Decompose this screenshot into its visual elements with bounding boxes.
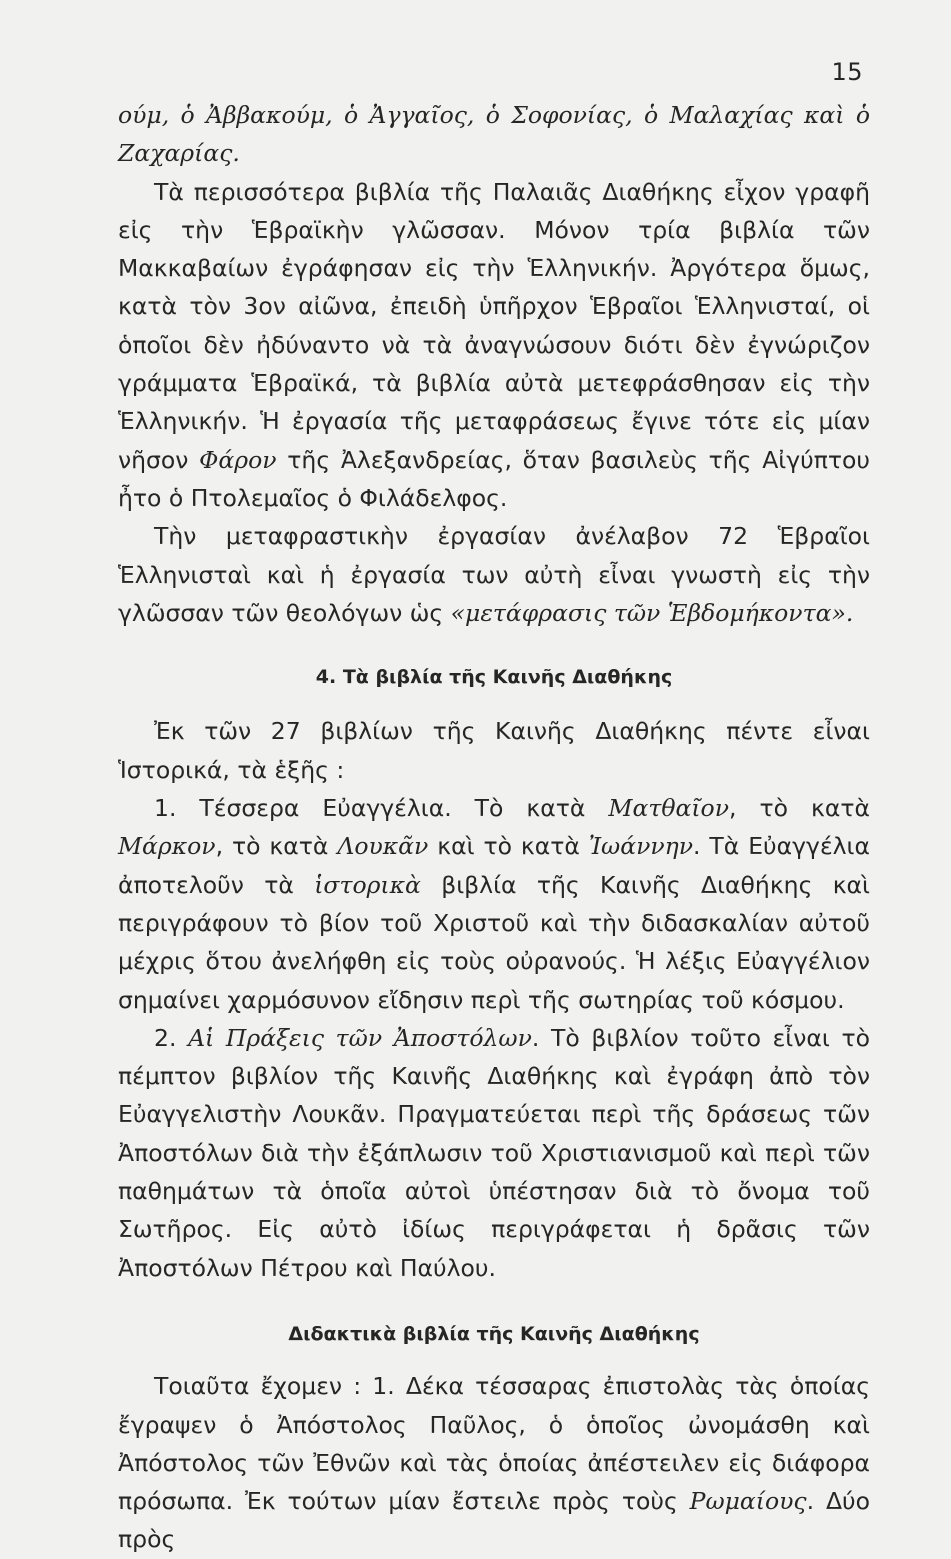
paragraph-old-testament-language: Τὰ περισσότερα βιβλία τῆς Παλαιᾶς Διαθήκης εἶχον γραφῆ εἰς τὴν Ἑβραϊκὴν γλῶσσαν. Μόνον τρία βιβλία τῶν Μακκαβαίων ἐγράφησαν εἰς τὴν Ἑλληνικήν. Ἀργότερα ὅμως, κατὰ τὸν 3ον αἰῶνα, ἐπειδὴ ὑπῆρχον Ἑβραῖοι Ἑλληνισταί, οἱ ὁποῖοι δὲν ἠδύναντο νὰ τὰ ἀναγνώσουν διότι δὲν ἐγνώριζον γράμματα Ἑβραϊκά, τὰ βιβλία αὐτὰ μετεφράσθησαν εἰς τὴν Ἑλληνικήν. Ἡ ἐργασία τῆς μεταφράσεως ἔγινε τότε εἰς μίαν νῆσον Φάρον τῆς Ἀλεξανδρείας, ὅταν βασιλεὺς τῆς Αἰγύπτου ἦτο ὁ Πτολεμαῖος ὁ Φιλάδελφος.: [118, 177, 870, 512]
paragraph-epistles: Τοιαῦτα ἔχομεν : 1. Δέκα τέσσαρας ἐπιστολὰς τὰς ὁποίας ἔγραψεν ὁ Ἀπόστολος Παῦλος, ὁ ὁποῖος ὠνομάσθη καὶ Ἀπόστολος τῶν Ἐθνῶν καὶ τὰς ὁποίας ἀπέστειλεν εἰς διάφορα πρόσωπα. Ἐκ τούτων μίαν ἔστειλε πρὸς τοὺς Ρωμαίους. Δύο πρὸς: [118, 1372, 871, 1554]
paragraph-historical-books-intro: Ἐκ τῶν 27 βιβλίων τῆς Καινῆς Διαθήκης πέντε εἶναι Ἱστορικά, τὰ ἑξῆς :: [118, 717, 870, 784]
list-item-acts: 2. Αἱ Πράξεις τῶν Ἀποστόλων. Τὸ βιβλίον τοῦτο εἶναι τὸ πέμπτον βιβλίον τῆς Καινῆς Διαθήκης καὶ ἐγράφη ἀπὸ τὸν Εὐαγγελιστὴν Λουκᾶν. Πραγματεύεται περὶ τῆς δράσεως τῶν Ἀποστόλων διὰ τὴν ἐξάπλωσιν τοῦ Χριστιανισμοῦ καὶ περὶ τῶν παθημάτων τὰ ὁποῖα αὐτοὶ ὑπέστησαν διὰ τὸ ὄνομα τοῦ Σωτῆρος. Εἰς αὐτὸ ἰδίως περιγράφεται ἡ δρᾶσις τῶν Ἀποστόλων Πέτρου καὶ Παύλου.: [118, 1023, 870, 1282]
page-number: 15: [831, 58, 863, 86]
paragraph-prophets-end: ούμ, ὁ Ἀββακούμ, ὁ Ἀγγαῖος, ὁ Σοφονίας, ὁ Μαλαχίας καὶ ὁ Ζαχαρίας.: [118, 101, 870, 168]
list-item-gospels: 1. Τέσσερα Εὐαγγέλια. Τὸ κατὰ Ματθαῖον, τὸ κατὰ Μάρκον, τὸ κατὰ Λουκᾶν καὶ τὸ κατὰ Ἰωάννην. Τὰ Εὐαγγέλια ἀποτελοῦν τὰ ἱστορικὰ βιβλία τῆς Καινῆς Διαθήκης καὶ περιγράφουν τὸ βίον τοῦ Χριστοῦ καὶ τὴν διδασκαλίαν αὐτοῦ μέχρις ὅτου ἀνελήφθη εἰς τοὺς οὐρανούς. Ἡ λέξις Εὐαγγέλιον σημαίνει χαρμόσυνον εἴδησιν περὶ τῆς σωτηρίας τοῦ κόσμου.: [118, 794, 870, 1014]
paragraph-septuagint: Τὴν μεταφραστικὴν ἐργασίαν ἀνέλαβον 72 Ἑβραῖοι Ἑλληνισταὶ καὶ ἡ ἐργασία των αὐτὴ εἶναι γνωστὴ εἰς τὴν γλῶσσαν τῶν θεολόγων ὡς «μετάφρασις τῶν Ἑβδομήκοντα».: [118, 522, 870, 627]
section-heading-didactic-books: Διδακτικὰ βιβλία τῆς Καινῆς Διαθήκης: [288, 1322, 700, 1345]
section-heading-new-testament-books: 4. Τὰ βιβλία τῆς Καινῆς Διαθήκης: [315, 666, 673, 689]
page-body: [118, 96, 870, 1559]
